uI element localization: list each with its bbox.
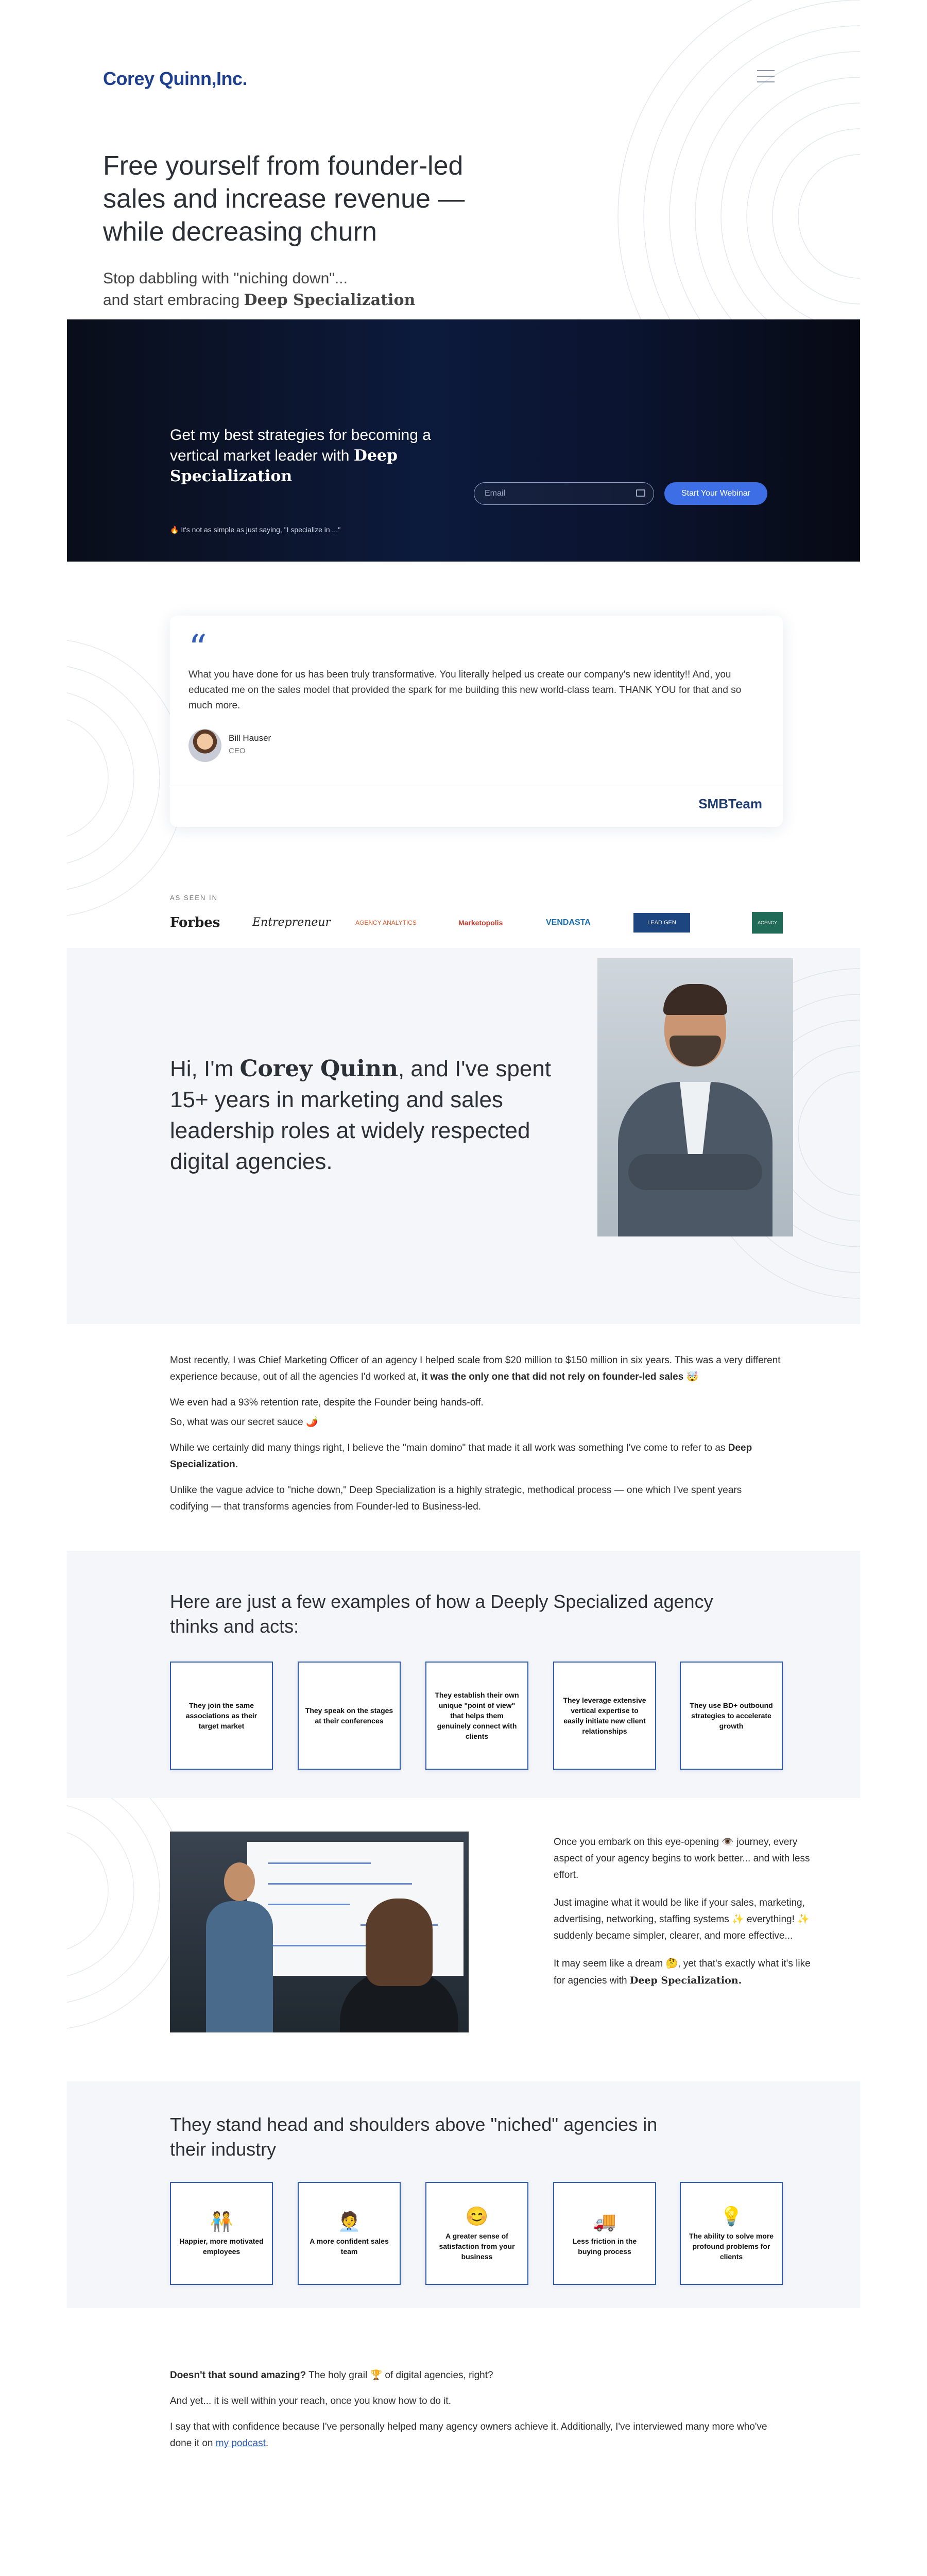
quote-icon: “: [188, 627, 207, 669]
hero-sub-line2: and start embracing: [103, 292, 244, 309]
page-content: [67, 0, 860, 2576]
hero-sub-bold: Deep Specialization: [244, 291, 416, 309]
press-logo-entrepreneur: Entrepreneur: [252, 916, 331, 929]
testimonial-brand-logo: SMBTeam: [698, 796, 762, 811]
email-input[interactable]: [474, 482, 654, 505]
intro-heading-suffix: , and I've spent 15+ years in marketing and sales leadership roles at widely respected digital agencies.: [170, 1056, 552, 1174]
as-seen-in-label: AS SEEN IN: [170, 894, 218, 902]
whiteboard-session-image: [170, 1832, 469, 2032]
corey-portrait-image: [597, 958, 793, 1236]
benefit-text: A more confident sales team: [310, 2237, 389, 2256]
lightbulb-icon: 💡: [719, 2206, 743, 2227]
cta-heading: [170, 425, 458, 487]
team-icon: 🧑‍🤝‍🧑: [210, 2211, 233, 2232]
start-webinar-button[interactable]: Start Your Webinar: [664, 482, 767, 505]
cta-signup-section: [67, 319, 860, 562]
amazing-p3: I say that with confidence because I've personally helped many agency owners achieve it. Additionally, I've interviewed many more who've done it on: [170, 2421, 767, 2449]
benefit-text: Happier, more motivated employees: [179, 2237, 264, 2256]
intro-heading: [170, 1054, 561, 1177]
site-logo[interactable]: Corey Quinn,Inc.: [103, 68, 248, 89]
testimonial-card: [170, 616, 783, 827]
benefit-card: [425, 2182, 528, 2285]
podcast-link[interactable]: my podcast: [215, 2438, 266, 2449]
salesperson-icon: 🧑‍💼: [337, 2211, 361, 2232]
press-logo-leadgen: LEAD GEN: [633, 913, 690, 933]
intro-p1-bold: it was the only one that did not rely on founder-led sales: [421, 1371, 684, 1382]
hero-title: Free yourself from founder-led sales and increase revenue — while decreasing churn: [103, 151, 465, 247]
journey-p1: Once you embark on this eye-opening 👁️ journey, every aspect of your agency begins to work better... and with less effort.: [554, 1837, 810, 1880]
testimonial-name: Bill Hauser: [229, 733, 271, 743]
decorative-arcs: [530, 0, 860, 319]
mail-icon: [636, 489, 645, 497]
intro-p1: Most recently, I was Chief Marketing Officer of an agency I helped scale from $20 million to $150 million in six years. This was a very different experience because, out of all the agencies I'd worked at,: [170, 1355, 781, 1382]
press-logo-agency: AGENCY: [752, 912, 783, 934]
intro-p4: While we certainly did many things right, I believe the "main domino" that made it all work was something I've come to refer to as: [170, 1443, 726, 1453]
benefit-card: [680, 2182, 783, 2285]
example-card: They speak on the stages at their conferences: [298, 1662, 401, 1770]
testimonial-quote: What you have done for us has been truly transformative. You literally helped us create our company's new identity!! And, you educated me on the sales model that provided the spark for me building this new world-class team. THANK YOU for that and so much more.: [188, 669, 742, 711]
intro-p3: So, what was our secret sauce 🌶️: [170, 1417, 318, 1428]
amazing-p1: The holy grail 🏆 of digital agencies, right?: [306, 2370, 493, 2381]
email-placeholder: Email: [485, 489, 506, 498]
example-card: They use BD+ outbound strategies to accelerate growth: [680, 1662, 783, 1770]
intro-heading-prefix: Hi, I'm: [170, 1056, 240, 1081]
examples-title: Here are just a few examples of how a Deeply Specialized agency thinks and acts:: [170, 1591, 713, 1637]
press-logo-marketopolis: Marketopolis: [458, 919, 503, 927]
avatar: [188, 729, 221, 762]
hero-sub-line1: Stop dabbling with "niching down"...: [103, 270, 348, 287]
press-logo-agency-analytics: AGENCY ANALYTICS: [355, 919, 417, 926]
example-card: They join the same associations as their target market: [170, 1662, 273, 1770]
testimonial-role: CEO: [229, 747, 246, 755]
press-logo-vendasta: VENDASTA: [546, 918, 591, 927]
intro-p4-bold: Deep Specialization.: [170, 1443, 752, 1470]
cta-note: 🔥 It's not as simple as just saying, "I specialize in ...": [170, 526, 341, 534]
benefit-text: A greater sense of satisfaction from your business: [439, 2232, 515, 2261]
intro-p5: Unlike the vague advice to "niche down," Deep Specialization is a highly strategic, methodical process — one which I've spent years codifying — that transforms agencies from Founder-led to Business-led.: [170, 1485, 742, 1512]
example-card: They establish their own unique "point of view" that helps them genuinely connect with clients: [425, 1662, 528, 1770]
benefit-card: [170, 2182, 273, 2285]
amazing-body: Doesn't that sound amazing? The holy grail 🏆 of digital agencies, right? And yet... it is well within your reach, once you know how to do it. I say that with confidence because I've personally helped many agency owners achieve it. Additionally, I've interviewed many more who've done it on my podcast.: [170, 2367, 783, 2461]
smile-icon: 😊: [465, 2206, 489, 2227]
stand-out-title: They stand head and shoulders above "niched" agencies in their industry: [170, 2114, 658, 2160]
journey-p3: It may seem like a dream 🤔, yet that's exactly what it's like for agencies with: [554, 1958, 811, 1986]
hero-section: [67, 0, 860, 319]
amazing-p2: And yet... it is well within your reach, once you know how to do it.: [170, 2396, 451, 2406]
journey-p2: Just imagine what it would be like if your sales, marketing, advertising, networking, staffing systems ✨ everything! ✨ suddenly became simpler, clearer, and more effective...: [554, 1897, 810, 1941]
cta-heading-text: Get my best strategies for becoming a vertical market leader with: [170, 427, 431, 464]
hamburger-icon[interactable]: [757, 70, 775, 83]
intro-p2: We even had a 93% retention rate, despite the Founder being hands-off.: [170, 1397, 484, 1408]
amazing-p1-bold: Doesn't that sound amazing?: [170, 2370, 306, 2381]
truck-icon: 🚚: [593, 2211, 616, 2232]
journey-p3-bold: Deep Specialization.: [629, 1975, 742, 1986]
intro-heading-name: Corey Quinn: [239, 1056, 398, 1082]
press-logo-forbes: Forbes: [170, 915, 220, 930]
benefit-card: [553, 2182, 656, 2285]
example-card: They leverage extensive vertical expertise to easily initiate new client relationships: [553, 1662, 656, 1770]
benefit-card: [298, 2182, 401, 2285]
benefit-text: Less friction in the buying process: [572, 2237, 637, 2256]
intro-p1-emoji: 🤯: [686, 1371, 699, 1382]
cta-heading-bold: Deep Specialization: [170, 447, 398, 485]
intro-body: [170, 1352, 783, 1524]
hero-subtitle: [103, 268, 415, 311]
benefit-text: The ability to solve more profound problems for clients: [689, 2232, 774, 2261]
journey-text: [554, 1834, 821, 2001]
